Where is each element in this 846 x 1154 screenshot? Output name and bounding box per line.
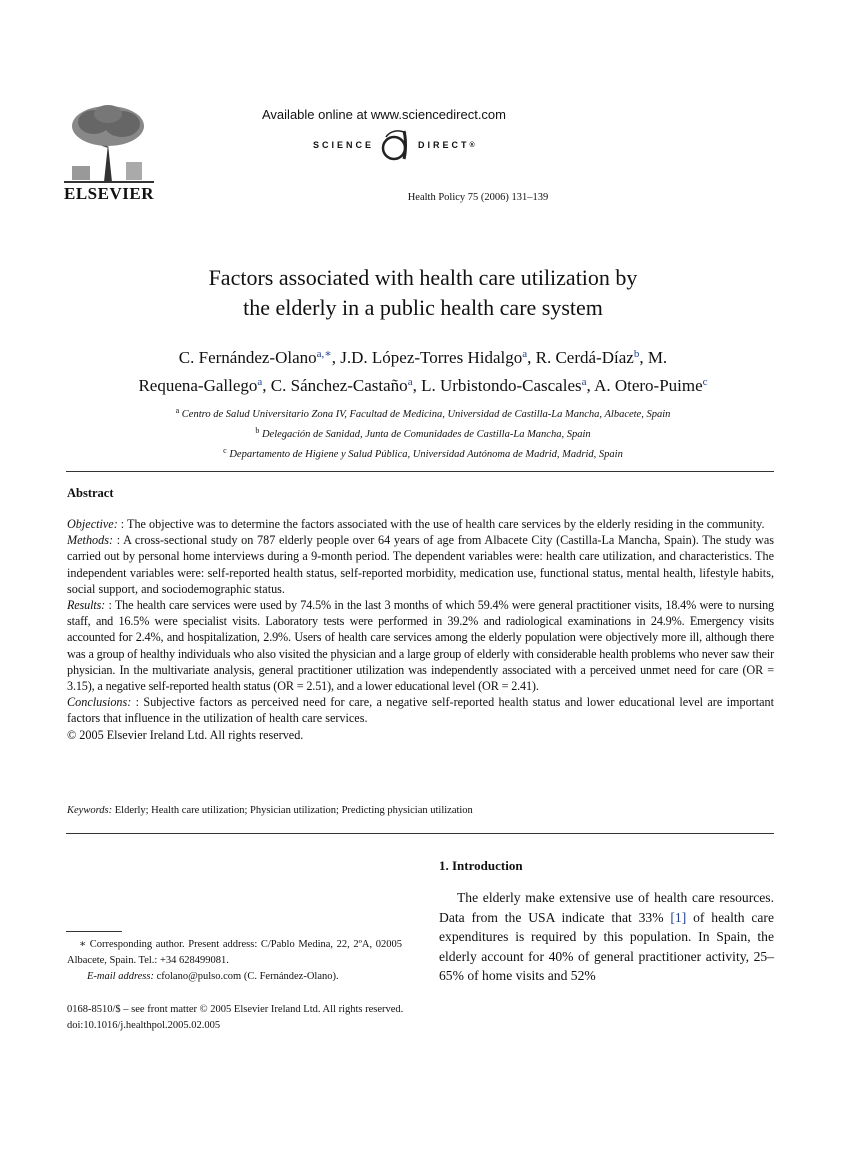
abstract-body <box>67 516 774 743</box>
abstract-methods <box>67 532 774 597</box>
journal-citation-row <box>0 192 846 203</box>
affiliation-item <box>40 443 806 463</box>
affiliation-marker: a <box>175 406 180 415</box>
email-label: E-mail address: <box>87 971 154 982</box>
front-matter <box>67 1002 403 1034</box>
doi[interactable]: doi:10.1016/j.healthpol.2005.02.005 <box>67 1020 221 1031</box>
author-name: J.D. López-Torres Hidalgo <box>340 348 523 367</box>
author-affiliation-link[interactable]: c <box>702 376 708 388</box>
affiliation-marker: b <box>255 426 260 435</box>
footnote-marker: ∗ <box>79 939 87 950</box>
front-matter-copyright: 0168-8510/$ – see front matter © 2005 Elsevier Ireland Ltd. All rights reserved. <box>67 1004 404 1015</box>
footnote-divider <box>66 931 122 932</box>
author-affiliation-link[interactable]: a <box>581 376 587 388</box>
keywords-text: Elderly; Health care utilization; Physician utilization; Predicting physician utilization <box>114 805 473 816</box>
results-label: Results: <box>67 598 106 613</box>
author-name: R. Cerdá-Díaz <box>535 348 634 367</box>
author-affiliation-link[interactable]: a <box>407 376 413 388</box>
objective-text: : The objective was to determine the factors associated with the use of health care services by the elderly residing in the community. <box>117 517 765 531</box>
affiliation-text: Delegación de Sanidad, Junta de Comunidades de Castilla-La Mancha, Spain <box>261 429 591 440</box>
author-name: A. Otero-Puime <box>594 376 703 395</box>
sciencedirect-logo <box>313 127 475 163</box>
objective-label: Objective: <box>67 517 118 531</box>
abstract-divider <box>66 833 774 834</box>
title-line-1: Factors associated with health care utilization by <box>208 265 638 290</box>
author-name: Requena-Gallego <box>138 376 258 395</box>
intro-text: The elderly make extensive use of health care resources. Data from the USA indicate that 33% <box>439 890 774 925</box>
abstract-copyright: © 2005 Elsevier Ireland Ltd. All rights reserved. <box>67 727 304 742</box>
publisher-name: ELSEVIER <box>64 184 154 203</box>
footnote-address <box>67 937 402 969</box>
introduction-heading: 1. Introduction <box>439 858 523 873</box>
corresponding-author-footnote <box>67 937 402 985</box>
direct-word: DIRECT <box>418 140 470 150</box>
results-text: : The health care services were used by 74.5% in the last 3 months of which 59.4% were general practitioner visits, 18.4% were to nursing staff, and 16.5% were specialist visits. Laboratory tests were performed in 39.2% and radiological examinations in 24.9%. Emergency visits accounted for 2.4%, and hospitalization, 2.9%. Users of health care services among the elderly population were objectively more ill, although there was a group of healthy individuals who also visited the physician and a large group of elderly with considerable health problems who never saw their physician. In the multivariate analysis, general practitioner utilization was independently associated with a perceived unmet need for care (OR = 3.15), a negative self-reported health status (OR = 2.51), and a lower educational level (OR = 2.41). <box>67 598 774 694</box>
conclusions-text: : Subjective factors as perceived need for care, a negative self-reported health status and lower educational level are important factors that influence in the utilization of health care services. <box>67 695 774 726</box>
email-text[interactable]: cfolano@pulso.com (C. Fernández-Olano). <box>153 971 339 982</box>
citation-link[interactable]: [1] <box>670 909 687 925</box>
affiliation-item <box>40 423 806 443</box>
keywords-label: Keywords: <box>67 805 113 816</box>
registered-mark: ® <box>469 141 475 149</box>
abstract-objective <box>67 516 774 532</box>
conclusions-label: Conclusions: <box>67 695 132 710</box>
introduction-body <box>439 888 774 986</box>
author-separator: , <box>412 376 422 395</box>
author-affiliation-link[interactable]: a <box>522 348 528 360</box>
available-online-text: Available online at www.sciencedirect.com <box>262 107 506 122</box>
author-affiliation-link[interactable]: a,∗ <box>316 348 332 360</box>
journal-citation: Health Policy 75 (2006) 131–139 <box>407 192 549 203</box>
sciencedirect-d-icon <box>376 127 416 163</box>
methods-text: : A cross-sectional study on 787 elderly people over 64 years of age from Albacete City (Castilla-La Mancha, Spain). The study was carried out by personal home interviews during a 9-month period. The dependent variables were: health care utilization, and characteristics. The independent variables were: self-reported health status, self-reported morbidity, medication use, functional status, mental health, lifestyle habits, social support, and sociodemographic status. <box>67 533 774 596</box>
author-separator: , <box>262 376 271 395</box>
author-list <box>60 342 786 398</box>
author-separator: , <box>527 348 536 367</box>
methods-label: Methods: <box>67 533 114 548</box>
footnote-text: Corresponding author. Present address: C/Pablo Medina, 22, 2ºA, 02005 Albacete, Spain. Tel.: +34 628499081. <box>67 939 402 966</box>
article-title <box>0 263 846 323</box>
affiliation-text: Departamento de Higiene y Salud Pública, Universidad Autónoma de Madrid, Madrid, Spain <box>229 449 623 460</box>
abstract-conclusions <box>67 694 774 726</box>
introduction-paragraph <box>439 888 774 986</box>
author-separator: , <box>331 348 341 367</box>
affiliation-item <box>40 403 806 423</box>
affiliation-marker: c <box>223 446 227 455</box>
author-affiliation-link[interactable]: a <box>257 376 263 388</box>
science-word: SCIENCE <box>313 140 375 150</box>
intro-text: of health care expenditures is required by this population. In Spain, the elderly account for 40% of general practitioner activity, 25–65% of home visits and 52% <box>439 909 774 983</box>
affiliation-text: Centro de Salud Universitario Zona IV, Facultad de Medicina, Universidad de Castilla-La Mancha, Albacete, Spain <box>181 409 671 420</box>
abstract-heading: Abstract <box>67 486 114 500</box>
keywords-line <box>67 805 473 816</box>
author-affiliation-link[interactable]: b <box>633 348 640 360</box>
author-name: C. Fernández-Olano <box>178 348 317 367</box>
affiliations <box>40 403 806 463</box>
abstract-results <box>67 597 774 694</box>
author-name: C. Sánchez-Castaño <box>270 376 408 395</box>
author-separator: , <box>586 376 595 395</box>
author-separator: , M. <box>639 348 668 367</box>
footnote-email <box>67 969 402 985</box>
title-line-2: the elderly in a public health care system <box>243 295 603 320</box>
top-divider <box>66 471 774 472</box>
author-name: L. Urbistondo-Cascales <box>421 376 582 395</box>
